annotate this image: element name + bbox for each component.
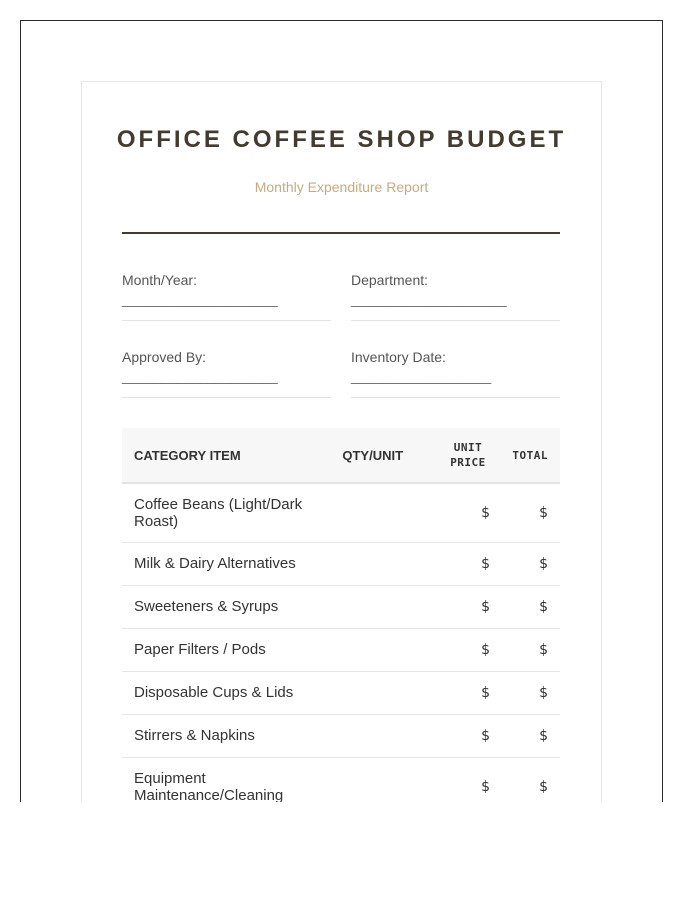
cell-qty[interactable]	[330, 542, 427, 585]
col-header-unit-price	[428, 428, 502, 483]
cell-unit-price[interactable]: $	[428, 671, 502, 714]
budget-table	[122, 428, 560, 802]
field-blank[interactable]: ____________________	[122, 291, 278, 307]
cell-item: Disposable Cups & Lids	[122, 671, 330, 714]
field-approved-by[interactable]	[122, 349, 331, 399]
col-header-qty: QTY/UNIT	[330, 428, 427, 483]
col-header-category: CATEGORY ITEM	[122, 428, 330, 483]
field-blank[interactable]: ____________________	[351, 291, 507, 307]
cell-item: Sweeteners & Syrups	[122, 585, 330, 628]
cell-qty[interactable]	[330, 628, 427, 671]
cell-total[interactable]: $	[502, 483, 560, 542]
cell-item: Paper Filters / Pods	[122, 628, 330, 671]
col-header-unit-price-label: UNIT PRICE	[450, 441, 486, 469]
field-label: Inventory Date:	[351, 349, 446, 365]
field-inventory-date[interactable]	[351, 349, 560, 399]
cell-total[interactable]: $	[502, 714, 560, 757]
col-header-total: TOTAL	[502, 428, 560, 483]
page-subtitle: Monthly Expenditure Report	[254, 179, 429, 195]
page-title: OFFICE COFFEE SHOP BUDGET	[116, 126, 567, 153]
field-label: Department:	[351, 272, 429, 288]
cell-qty[interactable]	[330, 714, 427, 757]
cell-unit-price[interactable]: $	[428, 714, 502, 757]
cell-unit-price[interactable]: $	[428, 585, 502, 628]
cell-qty[interactable]	[330, 483, 427, 542]
field-underline	[351, 320, 560, 321]
table-row	[122, 483, 560, 542]
field-underline	[351, 397, 560, 398]
cell-item: Equipment Maintenance/Cleaning	[122, 757, 330, 802]
table-row	[122, 671, 560, 714]
cell-total[interactable]: $	[502, 628, 560, 671]
title-divider	[122, 232, 560, 234]
field-department[interactable]	[351, 272, 560, 322]
budget-sheet	[81, 81, 602, 802]
table-row	[122, 757, 560, 802]
cell-unit-price[interactable]: $	[428, 628, 502, 671]
cell-qty[interactable]	[330, 757, 427, 802]
field-month-year[interactable]	[122, 272, 331, 322]
field-blank[interactable]: ____________________	[122, 368, 278, 384]
cell-total[interactable]: $	[502, 542, 560, 585]
cell-unit-price[interactable]: $	[428, 757, 502, 802]
table-row	[122, 542, 560, 585]
page-frame	[20, 20, 663, 802]
table-row	[122, 714, 560, 757]
cell-item: Coffee Beans (Light/Dark Roast)	[122, 483, 330, 542]
table-row	[122, 628, 560, 671]
table-header-row	[122, 428, 560, 483]
cell-unit-price[interactable]: $	[428, 542, 502, 585]
field-label: Month/Year:	[122, 272, 197, 288]
cell-total[interactable]: $	[502, 585, 560, 628]
field-underline	[122, 320, 331, 321]
field-underline	[122, 397, 331, 398]
cell-item: Milk & Dairy Alternatives	[122, 542, 330, 585]
field-blank[interactable]: __________________	[351, 368, 492, 384]
field-label: Approved By:	[122, 349, 207, 365]
cell-total[interactable]: $	[502, 757, 560, 802]
cell-qty[interactable]	[330, 671, 427, 714]
table-row	[122, 585, 560, 628]
cell-unit-price[interactable]: $	[428, 483, 502, 542]
cell-item: Stirrers & Napkins	[122, 714, 330, 757]
cell-total[interactable]: $	[502, 671, 560, 714]
cell-qty[interactable]	[330, 585, 427, 628]
